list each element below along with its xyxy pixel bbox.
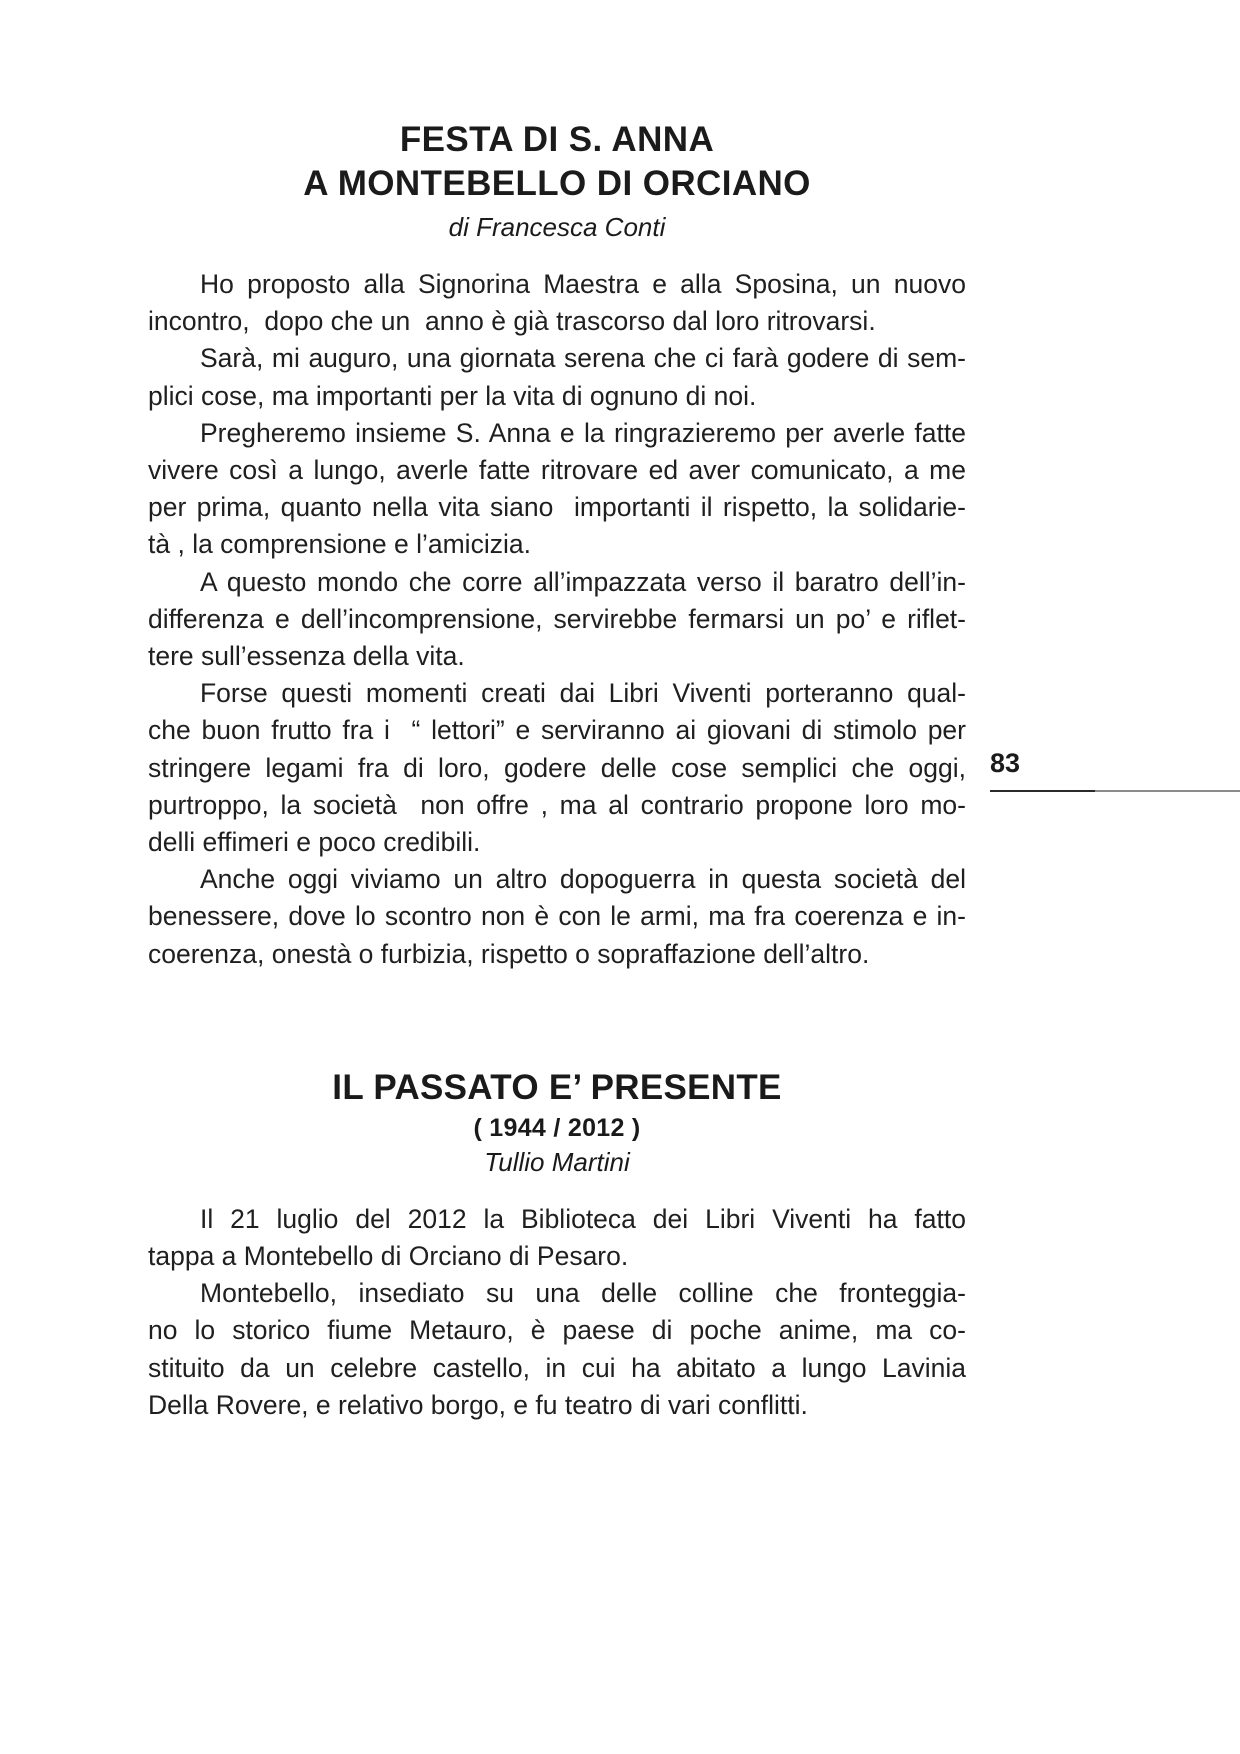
- text-line: vivere così a lungo, averle fatte ritrovare ed aver comunicato, a me: [148, 455, 966, 486]
- text-line: tere sull’essenza della vita.: [148, 641, 465, 672]
- text-line: A questo mondo che corre all’impazzata verso il baratro dell’in-: [200, 566, 966, 597]
- paragraph: [148, 266, 966, 340]
- article-title-line-2: A MONTEBELLO DI ORCIANO: [303, 164, 811, 203]
- page-number: 83: [990, 748, 1021, 778]
- text-line: no lo storico fiume Metauro, è paese di poche anime, ma co-: [148, 1315, 966, 1346]
- text-line: Pregheremo insieme S. Anna e la ringrazieremo per averle fatte: [200, 417, 966, 448]
- paragraph: [148, 861, 966, 973]
- text-line: plici cose, ma importanti per la vita di ognuno di noi.: [148, 380, 757, 411]
- text-line: Ho proposto alla Signorina Maestra e alla Sposina, un nuovo: [200, 269, 966, 299]
- text-line: stituito da un celebre castello, in cui ha abitato a lungo Lavinia: [148, 1352, 966, 1383]
- article-title-line-1: FESTA DI S. ANNA: [399, 120, 715, 159]
- text-line: Anche oggi viviamo un altro dopoguerra in questa società del: [200, 864, 966, 895]
- paragraph: [148, 675, 966, 861]
- paragraph: [148, 564, 966, 676]
- article-body-festa-di-s-anna: [148, 266, 966, 973]
- text-line: delli effimeri e poco credibili.: [148, 827, 481, 858]
- page-folio: [990, 748, 1240, 792]
- article-heading-festa-di-s-anna: [148, 118, 966, 244]
- text-line: tà , la comprensione e l’amicizia.: [148, 529, 531, 560]
- text-line: differenza e dell’incomprensione, servirebbe fermarsi un po’ e riflet-: [148, 603, 966, 634]
- paragraph: [148, 1275, 966, 1424]
- text-line: tappa a Montebello di Orciano di Pesaro.: [148, 1241, 629, 1272]
- article-body-il-passato-e-presente: [148, 1201, 966, 1424]
- text-column: [148, 0, 966, 1424]
- article-subtitle: ( 1944 / 2012 ): [473, 1113, 641, 1142]
- text-line: Della Rovere, e relativo borgo, e fu teatro di vari conflitti.: [148, 1389, 808, 1420]
- text-line: Sarà, mi auguro, una giornata serena che ci farà godere di sem-: [200, 343, 966, 374]
- article-title: IL PASSATO E’ PRESENTE: [332, 1067, 782, 1107]
- folio-divider: [990, 790, 1240, 792]
- text-line: purtroppo, la società non offre , ma al contrario propone loro mo-: [148, 789, 966, 820]
- text-line: Il 21 luglio del 2012 la Biblioteca dei Libri Viventi ha fatto: [200, 1203, 966, 1234]
- article-byline: Tullio Martini: [484, 1146, 630, 1177]
- text-line: coerenza, onestà o furbizia, rispetto o sopraffazione dell’altro.: [148, 938, 870, 969]
- text-line: per prima, quanto nella vita siano importanti il rispetto, la solidarie-: [148, 492, 966, 523]
- text-line: stringere legami fra di loro, godere delle cose semplici che oggi,: [148, 752, 966, 783]
- text-line: Montebello, insediato su una delle colline che fronteggia-: [200, 1278, 966, 1309]
- article-byline: di Francesca Conti: [448, 212, 666, 242]
- text-line: Forse questi momenti creati dai Libri Viventi porteranno qual-: [200, 678, 966, 709]
- text-line: incontro, dopo che un anno è già trascorso dal loro ritrovarsi.: [148, 306, 876, 337]
- article-heading-il-passato-e-presente: [148, 1065, 966, 1179]
- paragraph: [148, 1201, 966, 1275]
- paragraph: [148, 415, 966, 564]
- paragraph: [148, 340, 966, 414]
- text-line: benessere, dove lo scontro non è con le armi, ma fra coerenza e in-: [148, 901, 966, 932]
- text-line: che buon frutto fra i “ lettori” e serviranno ai giovani di stimolo per: [148, 715, 966, 746]
